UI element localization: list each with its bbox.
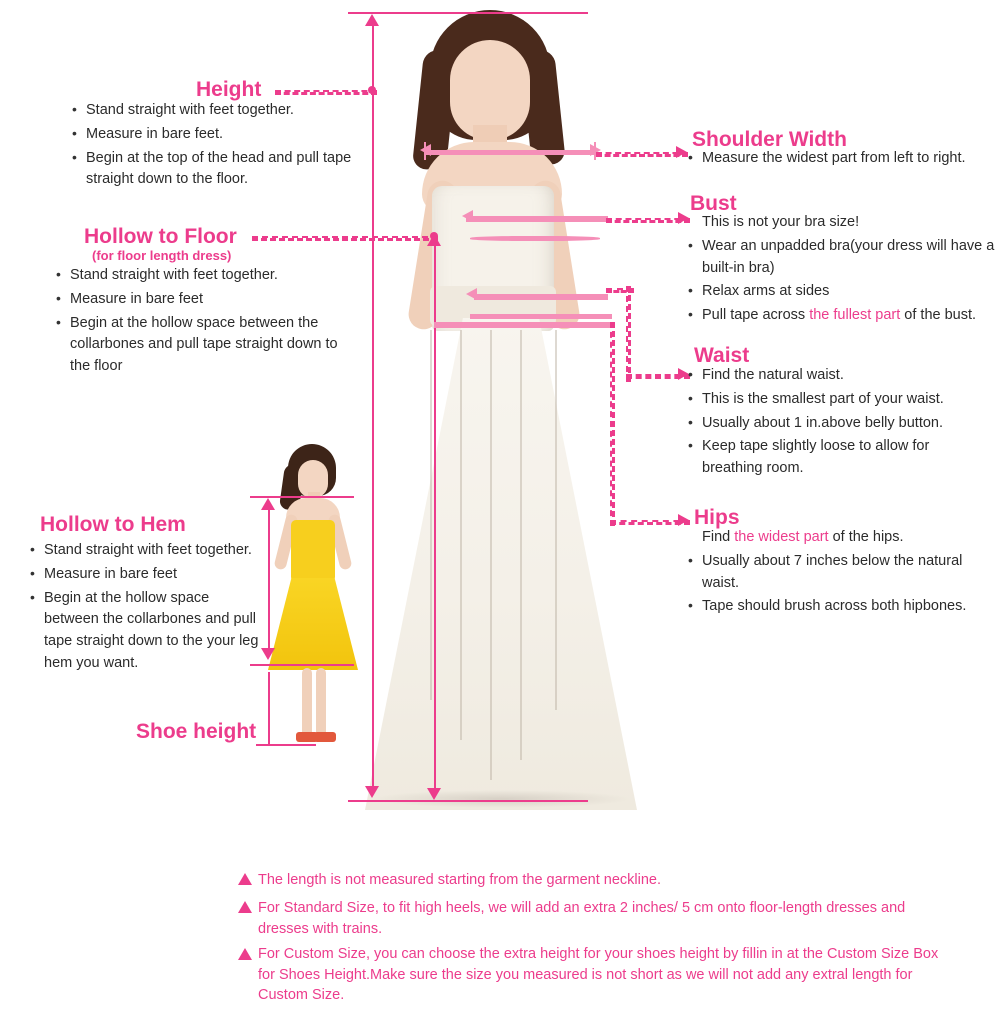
hollow-to-hem-arrow-up [261,498,275,510]
height-callout-line [275,90,377,95]
footer-note: For Custom Size, you can choose the extra height for your shoes height by fillin in at the Custom Size Box for Shoes Height.Make sure the size you measured is not short as we will not add any extral length for Custom Size. [258,946,939,1004]
hips-callout-vline [610,322,615,526]
hollow-to-hem-bullet: • Stand straight with feet together. [44,540,260,562]
hollow-to-floor-callout-line [252,236,438,241]
height-arrow-down [365,786,379,798]
small-model-right-leg [316,668,326,740]
hollow-to-floor-bullet: • Begin at the hollow space between the collarbones and pull tape straight down to the floor [70,313,354,378]
bust-bullet: This is not your bra size! [702,214,860,230]
waist-callout-join [606,288,634,293]
bust-bullet: • Wear an unpadded bra(your dress will have a built-in bra) [702,236,1000,280]
skirt-fold [555,330,557,710]
model-shadow [370,790,632,808]
hollow-to-hem-bottom-tick [250,664,354,666]
shoe-height-bottom-tick [256,744,316,746]
hollow-to-floor-callout-dot [430,232,438,240]
hollow-to-hem-arrow-down [261,648,275,660]
waist-line [474,294,608,300]
hollow-to-hem-bullets [28,540,260,677]
bust-highlight: the fullest part [809,307,901,323]
hips-line [434,322,610,328]
hollow-to-hem-title: Hollow to Hem [40,513,186,536]
shoulder-width-bullets [686,148,998,172]
shoulder-width-title: Shoulder Width [692,128,847,151]
hips-callout-arrow [678,514,689,526]
shoulder-callout-line [596,152,688,157]
shoulder-width-bullet: • Measure the widest part from left to right. [702,148,998,170]
hollow-to-floor-arrow-down [427,788,441,800]
waist-line-lower [470,314,612,319]
hips-bullet: • Tape should brush across both hipbones. [702,596,986,618]
hips-bullet: • Usually about 7 inches below the natural waist. [702,551,986,595]
model-skirt [365,318,637,810]
waist-bullet: • Find the natural waist. [702,365,986,387]
bust-bullet-highlighted: • Pull tape across the fullest part of the bust. [702,305,1000,327]
hips-bullets [686,527,986,620]
height-line [372,24,374,790]
hips-highlight: the widest part [734,529,829,545]
waist-arrow-left [466,288,477,300]
hollow-to-floor-title: Hollow to Floor [84,225,237,248]
small-model-right-shoe [314,732,336,742]
bust-line [466,216,608,222]
warning-triangle-icon [238,948,252,960]
hollow-to-hem-bullet: • Begin at the hollow space between the collarbones and pull tape straight down to the your leg hem you want. [44,588,260,675]
hips-title: Hips [694,506,740,529]
height-bullet: • Measure in bare feet. [86,124,360,146]
footer-note: The length is not measured starting from the garment neckline. [258,872,661,888]
small-model-bodice [291,520,335,582]
model-bridal-gown-image [370,0,630,810]
skirt-fold [430,330,432,700]
skirt-fold [520,330,522,760]
hollow-to-hem-line [268,508,270,656]
waist-bullets [686,365,986,482]
bust-title: Bust [690,192,737,215]
shoe-height-line [268,672,270,744]
bust-arrow-left [462,210,473,222]
skirt-fold [460,330,462,740]
height-top-tick [348,12,588,14]
waist-title: Waist [694,344,750,367]
height-bottom-tick [348,800,588,802]
height-callout-dot [368,86,376,94]
waist-bullet: • Keep tape slightly loose to allow for breathing room. [702,436,986,480]
hollow-to-hem-bullet: • Measure in bare feet [44,564,260,586]
bust-bullets [686,212,1000,329]
small-model-skirt [268,578,358,670]
small-model-left-leg [302,668,312,740]
height-bullet: • Begin at the top of the head and pull tape straight down to the floor. [86,148,360,192]
shoe-height-title: Shoe height [136,720,257,743]
height-bullets [70,100,360,193]
height-title: Height [196,78,262,101]
waist-bullet: • Usually about 1 in.above belly button. [702,413,986,435]
hollow-to-floor-bullet: • Measure in bare feet [70,289,354,311]
warning-triangle-icon [238,873,252,885]
bust-bullet: • Relax arms at sides [702,281,1000,303]
hollow-to-floor-bullet: • Stand straight with feet together. [70,265,354,287]
warning-triangle-icon [238,901,252,913]
model-short-dress-image [258,440,368,750]
hips-bullet-highlighted: Find the widest part of the hips. [702,529,904,545]
footer-note: For Standard Size, to fit high heels, we will add an extra 2 inches/ 5 cm onto floor-length dresses and dresses with trains. [258,900,906,937]
waist-callout-vline [626,286,631,382]
hollow-to-floor-subtitle: (for floor length dress) [92,248,232,263]
skirt-fold [490,330,492,780]
shoulder-left-tick [424,142,426,160]
height-arrow-up [365,14,379,26]
shoulder-right-tick [594,142,596,160]
hollow-to-floor-bullets [54,265,354,380]
height-bullet: • Stand straight with feet together. [86,100,360,122]
waist-bullet: • This is the smallest part of your waist. [702,389,986,411]
bust-line-lower [470,236,600,241]
shoulder-width-line [424,150,596,155]
